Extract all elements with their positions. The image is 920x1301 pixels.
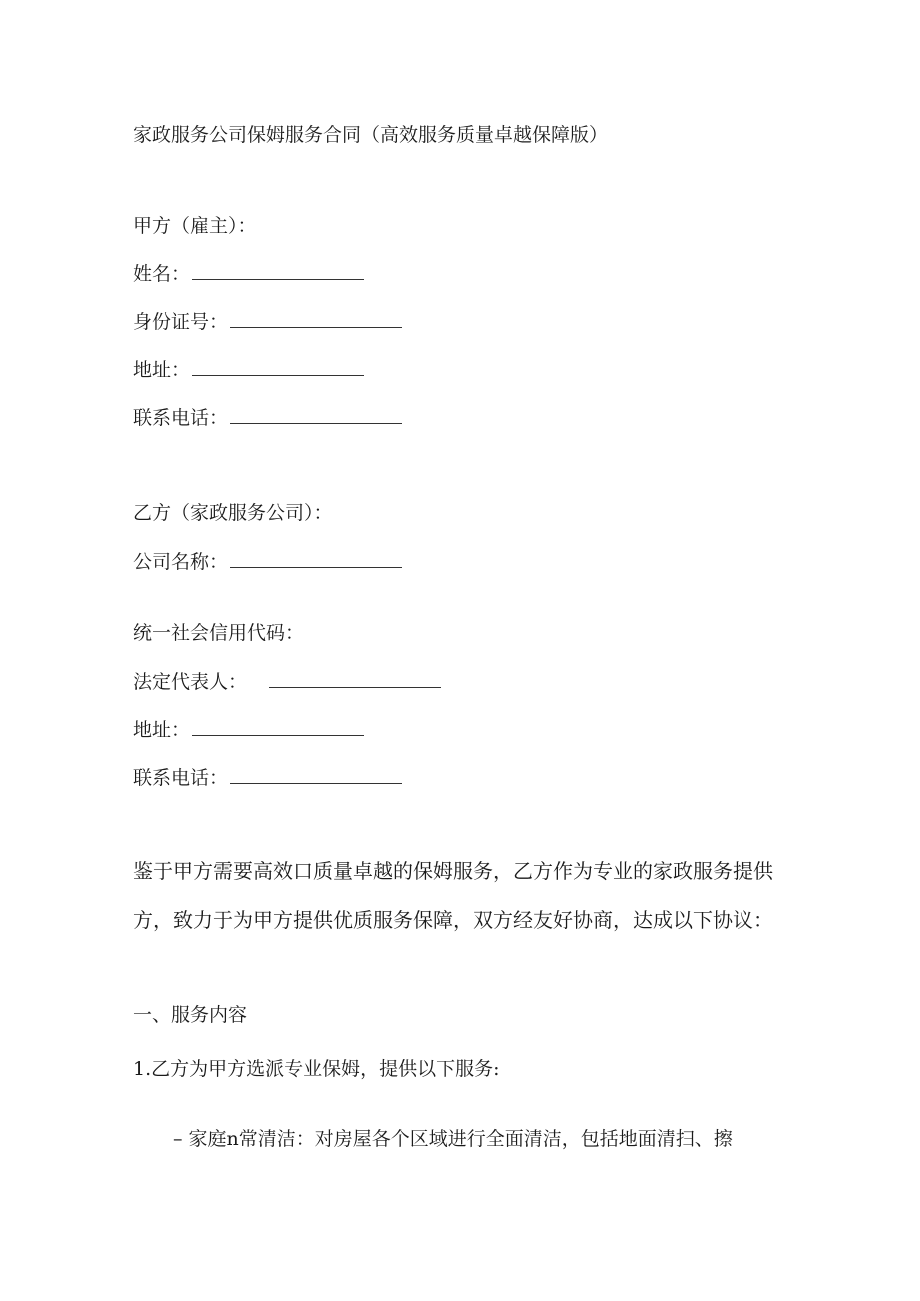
- party-b-address-row: [133, 717, 364, 742]
- field-label: 地址：: [133, 359, 191, 381]
- section-1-heading: 一、服务内容: [133, 1004, 248, 1026]
- field-label: 法定代表人：: [133, 671, 248, 693]
- blank-line: [230, 765, 402, 784]
- field-label: 联系电话：: [133, 767, 229, 789]
- party-a-name-row: [133, 261, 364, 286]
- blank-line: [230, 309, 402, 328]
- party-a-id-row: [133, 309, 402, 334]
- party-b-heading: 乙方（家政服务公司）：: [133, 502, 333, 524]
- blank-line: [192, 717, 364, 736]
- party-b-representative-row: [133, 669, 441, 694]
- party-a-address-row: [133, 357, 364, 382]
- party-b-company-row: [133, 549, 402, 574]
- party-b-credit-code-label: 统一社会信用代码：: [133, 622, 305, 644]
- blank-line: [230, 549, 402, 568]
- field-label: 地址：: [133, 719, 191, 741]
- field-label: 联系电话：: [133, 407, 229, 429]
- blank-line: [192, 261, 364, 280]
- party-a-heading: 甲方（雇主）：: [133, 215, 257, 237]
- party-b-phone-row: [133, 765, 402, 790]
- section-1-item-1: 1.乙方为甲方选派专业保姆，提供以下服务:: [133, 1058, 500, 1080]
- field-label: 公司名称：: [133, 551, 229, 573]
- field-label: 姓名：: [133, 263, 191, 285]
- blank-line: [269, 669, 441, 688]
- document-title: 家政服务公司保姆服务合同（高效服务质量卓越保障版）: [133, 124, 609, 146]
- blank-line: [192, 357, 364, 376]
- party-a-phone-row: [133, 405, 402, 430]
- field-label: 身份证号：: [133, 311, 229, 333]
- blank-line: [230, 405, 402, 424]
- section-1-bullet-1: – 家庭n常清洁：对房屋各个区域进行全面清洁，包括地面清扫、擦: [173, 1128, 733, 1150]
- preamble-line-1: 鉴于甲方需要高效口质量卓越的保姆服务，乙方作为专业的家政服务提供: [133, 859, 773, 883]
- preamble-line-2: 方，致力于为甲方提供优质服务保障，双方经友好协商，达成以下协议：: [133, 908, 773, 932]
